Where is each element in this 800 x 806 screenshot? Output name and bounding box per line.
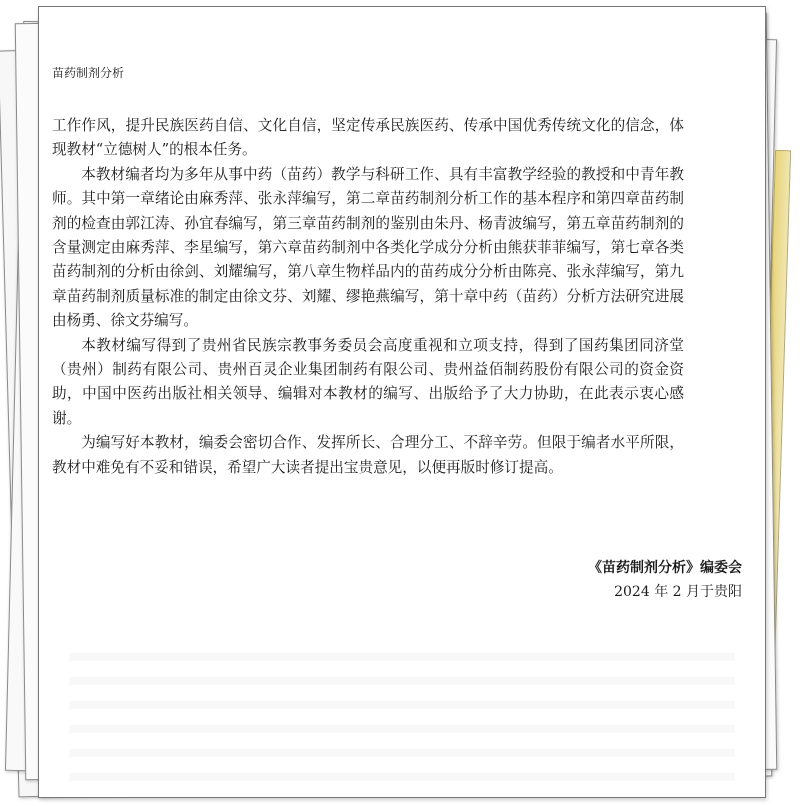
paragraph-authors: 本教材编者均为多年从事中药（苗药）教学与科研工作、具有丰富教学经验的教授和中青年教师。其中第一章绪论由麻秀萍、张永萍编写，第二章苗药制剂分析工作的基本程序和第四章苗药制剂的检查由郭江涛、孙宜春编写，第三章苗药制剂的鉴别由朱丹、杨青波编写，第五章苗药制剂的含量测定由麻秀萍、李星编写，第六章苗药制剂中各类化学成分分析由熊获菲菲编写，第七章各类苗药制剂的分析由徐剑、刘耀编写，第八章生物样品内的苗药成分分析由陈亮、张永萍编写，第九章苗药制剂质量标准的制定由徐文芬、刘耀、缪艳燕编写，第十章中药（苗药）分析方法研究进展由杨勇、徐文芬编写。 [52, 165, 684, 330]
paragraph-closing: 为编写好本教材，编委会密切合作、发挥所长、合理分工、不辞辛劳。但限于编者水平所限，教材中难免有不妥和错误，希望广大读者提出宝贵意见，以便再版时修订提高。 [52, 434, 684, 476]
bleed-through-text [69, 637, 735, 787]
paragraph-continuation: 工作作风，提升民族医药自信、文化自信，坚定传承民族医药、传承中国优秀传统文化的信念，体现教材“立德树人”的根本任务。 [52, 117, 684, 159]
preface-body [52, 114, 684, 480]
signature-organization: 《苗药制剂分析》编委会 [588, 560, 742, 576]
paragraph-acknowledgement: 本教材编写得到了贵州省民族宗教事务委员会高度重视和立项支持，得到了国药集团同济堂（贵州）制药有限公司、贵州百灵企业集团制药有限公司、贵州益佰制药股份有限公司的资金资助，中国中医药出版社相关领导、编辑对本教材的编写、出版给予了大力协助，在此表示衷心感谢。 [52, 336, 684, 427]
signature-date: 2024 年 2 月于贵阳 [614, 584, 742, 600]
running-header: 苗药制剂分析 [52, 66, 125, 80]
signature-block [588, 556, 742, 604]
